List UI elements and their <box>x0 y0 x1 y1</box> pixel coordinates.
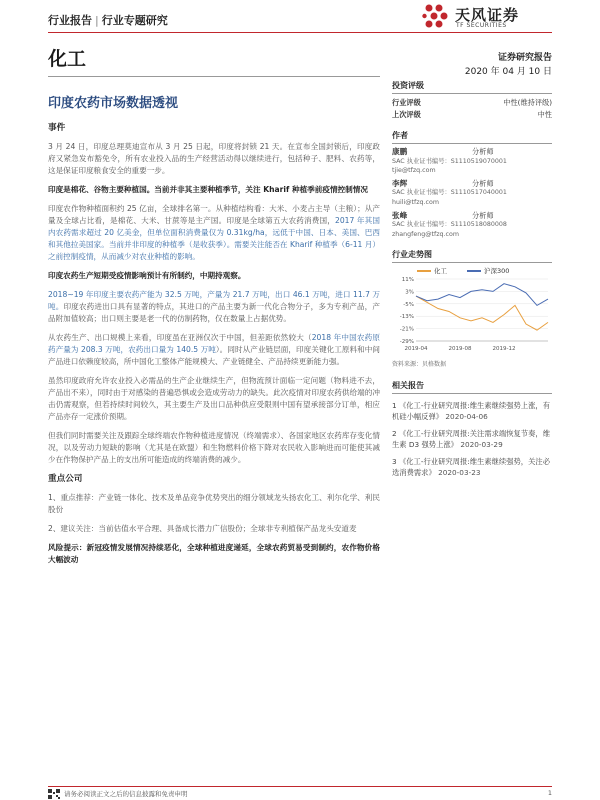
author-email[interactable]: zhangfeng@tfzq.com <box>392 230 459 238</box>
tf-securities-logo <box>422 3 552 31</box>
prev-rating-label: 上次评级 <box>392 110 421 119</box>
s3-text-a: 从农药生产、出口规模上来看，印度虽在亚洲仅次于中国，但差距依然较大（ <box>48 333 312 342</box>
report-category <box>48 12 168 28</box>
logo-text-en: TF SECURITIES <box>456 22 507 29</box>
logo-mark-icon <box>422 3 450 31</box>
author-name: 康鹏 <box>392 147 408 156</box>
rating-row <box>392 97 552 109</box>
related-reports <box>392 400 552 478</box>
y-tick-label: 3% <box>405 289 414 296</box>
related-report-text: 1 《化工-行业研究周报:维生素继续强势上涨，有机硅小幅反弹》 <box>392 401 550 422</box>
event-paragraph: 3 月 24 日，印度总理莫迪宣布从 3 月 25 日起，印度将封锁 21 天。在宣布全国封锁后，印度政府又紧急发布豁免令，所有农业投入品的生产经营活动得以继续进行，包括种子、肥料、农药等，这是保证印度粮食安全的重要一步。 <box>48 142 380 175</box>
category-label: 行业报告 <box>48 14 92 27</box>
author-cert: SAC 执业证书编号：S1110518080008 <box>392 221 507 229</box>
section-1-heading: 印度是棉花、谷物主要种植国。当前并非其主要种植季节，关注 Kharif 种植季前疫情控制情况 <box>48 185 368 194</box>
report-title: 印度农药市场数据透视 <box>48 96 179 111</box>
author-email[interactable]: tjie@tfzq.com <box>392 167 436 175</box>
related-report-date: 2020-03-23 <box>438 468 481 478</box>
author-role: 分析师 <box>472 147 494 156</box>
related-report-date: 2020-04-06 <box>445 412 488 422</box>
s1-text-c: 当前并非印度的种植季（是收获季）。需要关注能否在 Kharif 种植季（6-11 月）之前控制疫情，从而减少对农业种植的影响。 <box>48 240 381 261</box>
industry-title: 化工 <box>48 48 87 70</box>
legend-item-chem <box>417 266 447 275</box>
event-heading: 事件 <box>48 123 66 133</box>
section-2-heading: 印度农药生产短期受疫情影响预计有所制约，中期持观察。 <box>48 271 246 280</box>
s1-text-b: 2017 年其国内农药需求超过 20 亿美金，但单位面积消费量仅为 0.31kg/ha，远低于中国、日本、美国、巴西和其他拉美国家。 <box>48 216 380 249</box>
y-tick-label: -29% <box>399 339 414 346</box>
trend-heading: 行业走势图 <box>392 249 552 263</box>
author-cert: SAC 执业证书编号：S1110517040001 <box>392 189 507 197</box>
prev-rating-value: 中性 <box>537 110 552 119</box>
series-line-1 <box>416 284 548 306</box>
section-4-paragraph: 虽然印度政府允许农业投入必需品的生产企业继续生产，但物流预计面临一定问题（物料进不去，产品出不来），同时由于对感染的普遍恐惧或会造成劳动力的缺失。此次疫情对印度农药供给端的冲击仍需观察，但若持续时间较久，其主要生产及出口品种供应受限则中国有望承接部分订单，相应产品亦存一定涨价预期。 <box>48 376 380 421</box>
s2-text-b: 印度农药进出口具有显著的特点，其进口的产品主要为新一代化合物分子，多为专利产品，产品附加值较高；出口则主要是老一代的仿制药物，仅在数量上占据优势。 <box>48 302 381 323</box>
author-cert: SAC 执业证书编号：S1110519070001 <box>392 157 507 165</box>
authors-heading: 作者 <box>392 130 552 144</box>
logo-text-cn: 天风证券 <box>455 6 520 24</box>
s3-text-b: 2018 年中国农药原药产量为 208.3 万吨，农药出口量为 140.5 万吨 <box>48 333 380 354</box>
series-line-0 <box>416 296 548 330</box>
rating-heading: 投资评级 <box>392 80 552 94</box>
footer-disclaimer: 请务必阅读正文之后的信息披露和免责申明 <box>64 790 188 798</box>
company-watch: 2、建议关注：当前估值水平合理、具备成长潜力广信股份；全球非专利植保产品龙头安道麦 <box>48 524 357 533</box>
qr-code-icon <box>48 789 60 799</box>
s2-text-a: 2018~19 年印度主要农药产能为 32.5 万吨，产量为 21.7 万吨，出口 46.1 万吨，进口 11.7 万吨。 <box>48 290 380 311</box>
subcategory-label: 行业专题研究 <box>101 14 168 27</box>
trend-chart <box>392 275 552 355</box>
author-email[interactable]: huili@tfzq.com <box>392 198 439 206</box>
x-tick-label: 2019-12 <box>492 346 516 353</box>
header-divider <box>48 32 552 33</box>
y-tick-label: 11% <box>401 277 414 284</box>
author-1 <box>392 147 552 176</box>
companies-heading: 重点公司 <box>48 474 83 484</box>
author-role: 分析师 <box>472 178 494 188</box>
main-body <box>48 122 380 573</box>
related-report-1[interactable] <box>392 400 552 422</box>
y-tick-label: -13% <box>399 314 414 321</box>
section-3-paragraph <box>48 332 380 368</box>
section-1-paragraph <box>48 203 380 263</box>
footer-divider <box>48 786 552 787</box>
page-number: 1 <box>547 789 552 797</box>
chart-source: 资料来源：贝格数据 <box>392 361 447 369</box>
x-tick-label: 2019-04 <box>404 346 428 353</box>
author-name: 张峰 <box>392 210 408 220</box>
section-5-paragraph: 但我们同时需要关注及跟踪全球终端农作物种植进度情况（终端需求）、各国家地区农药库存变化情况，以及劳动力短缺的影响（尤其是在欧盟）和生物燃料价格下降对农民收入影响进而可能使其减少在作物保护产品上的支出所可能造成的终端消费的减少。 <box>48 431 380 464</box>
related-report-text: 2 《化工-行业研究周报:关注需求端恢复节奏，维生素 D3 强势上涨》 <box>392 429 550 450</box>
rating-label: 行业评级 <box>392 98 421 107</box>
y-tick-label: -21% <box>399 326 414 333</box>
company-recommend: 1、重点推荐：产业链一体化、技术及单品竞争优势突出的细分领域龙头扬农化工、利尔化学、利民股份 <box>48 493 380 514</box>
legend-label-chem: 化工 <box>434 267 447 276</box>
author-3 <box>392 211 552 240</box>
report-date: 2020 年 04 月 10 日 <box>464 67 552 77</box>
chart-legend <box>417 266 552 275</box>
related-heading: 相关报告 <box>392 380 552 394</box>
report-type: 证券研究报告 <box>497 53 552 63</box>
author-2 <box>392 179 552 208</box>
author-role: 分析师 <box>472 210 494 220</box>
author-name: 李辉 <box>392 178 408 188</box>
legend-item-csi300 <box>467 266 509 275</box>
sidebar <box>392 80 552 484</box>
related-report-3[interactable] <box>392 456 552 478</box>
risk-warning: 风险提示：新冠疫情发展情况持续恶化，全球种植进度递延，全球农药贸易受到制约，农作物价格大幅波动 <box>48 543 380 564</box>
s1-text-a: 印度农作物种植面积约 25 亿亩，全球排名第一。从种植结构看：大米、小麦占主导（主粮）；从产量及全球占比看，是棉花、大米、甘蔗等是主产国。印度是全球第五大农药消费国， <box>48 204 380 225</box>
legend-label-csi300: 沪深300 <box>484 267 510 276</box>
x-tick-label: 2019-08 <box>448 346 472 353</box>
rating-value: 中性(维持评级) <box>503 98 552 107</box>
category-separator: | <box>95 14 99 27</box>
s3-text-c: ）。同时从产业链层面，印度关键化工原料和中间产品进口依赖度较高，所中国化工整体产能规模大、产业链健全、产品持续更新能力强。 <box>48 345 380 366</box>
related-report-date: 2020-03-29 <box>460 440 503 450</box>
related-report-2[interactable] <box>392 428 552 450</box>
title-divider <box>48 76 380 77</box>
related-report-text: 3 《化工-行业研究周报:维生素继续强势，关注必选消费需求》 <box>392 457 550 478</box>
section-2-paragraph <box>48 289 380 325</box>
y-tick-label: -5% <box>403 302 414 309</box>
prev-rating-row <box>392 109 552 121</box>
